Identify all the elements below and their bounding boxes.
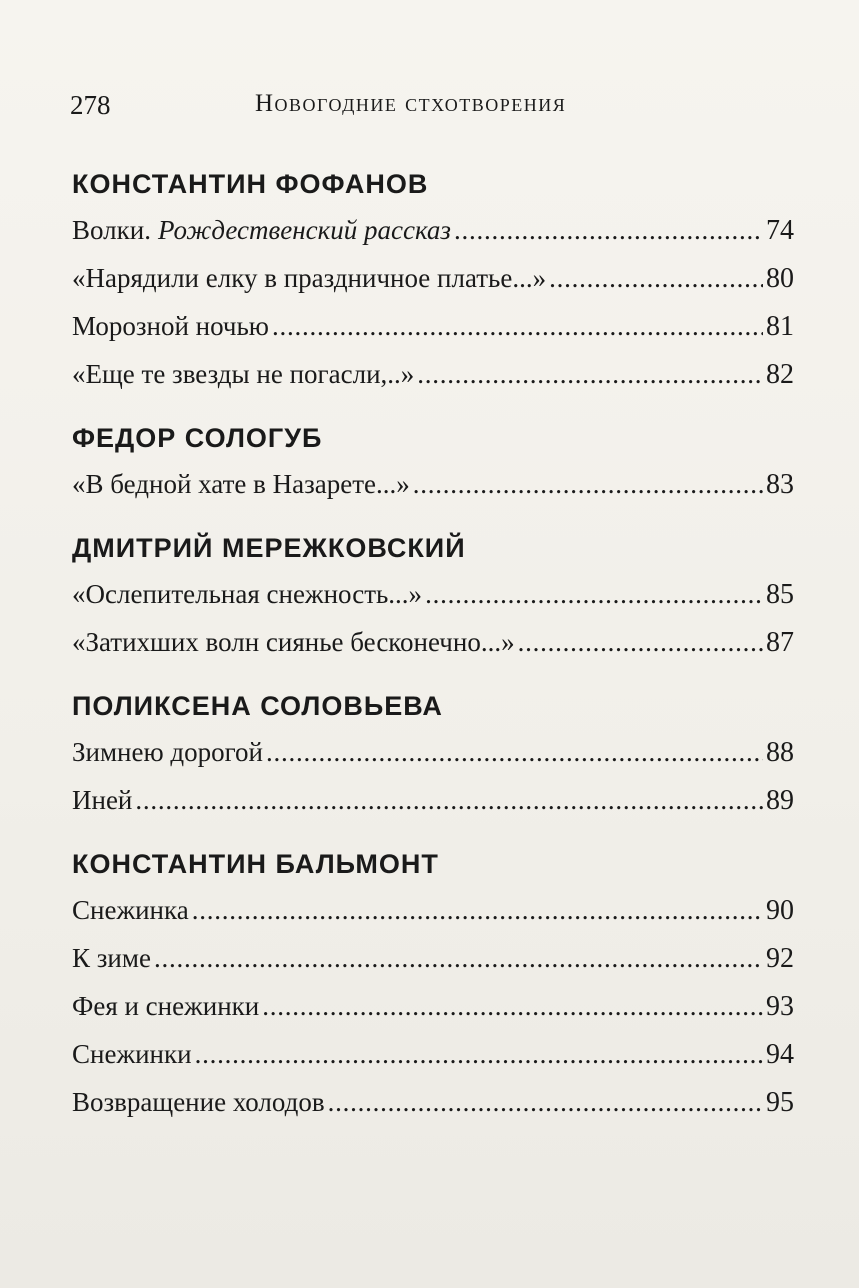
toc-entry xyxy=(72,982,794,1030)
entry-page-number: 82 xyxy=(766,359,794,390)
toc-entry xyxy=(72,1030,794,1078)
book-title: Новогодние стхотворения xyxy=(255,90,567,117)
toc-entry xyxy=(72,206,794,254)
dot-leader xyxy=(417,350,763,398)
dot-leader xyxy=(518,618,763,666)
toc-entry xyxy=(72,618,794,666)
author-heading: ДМИТРИЙ МЕРЕЖКОВСКИЙ xyxy=(72,533,466,563)
author-heading: КОНСТАНТИН ФОФАНОВ xyxy=(72,169,429,199)
entry-title: «Ослепительная снежность...» xyxy=(72,579,423,609)
toc-entry xyxy=(72,1078,794,1126)
entry-page-number: 88 xyxy=(766,737,794,768)
entry-title: «Нарядили елку в праздничное платье...» xyxy=(72,263,547,293)
dot-leader xyxy=(549,254,763,302)
entry-title: «В бедной хате в Назарете...» xyxy=(72,469,410,499)
entry-page-number: 92 xyxy=(766,943,794,974)
entry-title: Морозной ночью xyxy=(72,311,269,341)
entry-title: К зиме xyxy=(72,943,151,973)
toc-entry xyxy=(72,776,794,824)
entry-page-number: 80 xyxy=(766,263,794,294)
toc-entry xyxy=(72,728,794,776)
dot-leader xyxy=(154,934,763,982)
dot-leader xyxy=(454,206,763,254)
dot-leader xyxy=(272,302,763,350)
toc-entry xyxy=(72,570,794,618)
entry-title: Иней xyxy=(72,785,133,815)
toc-section xyxy=(72,416,794,508)
entry-title: Возвращение холодов xyxy=(72,1087,325,1117)
entry-page-number: 95 xyxy=(766,1087,794,1118)
dot-leader xyxy=(328,1078,763,1126)
entry-title: Снежинки xyxy=(72,1039,192,1069)
entry-title: Фея и снежинки xyxy=(72,991,260,1021)
entry-page-number: 83 xyxy=(766,469,794,500)
dot-leader xyxy=(425,570,763,618)
toc-section xyxy=(72,526,794,666)
author-heading: КОНСТАНТИН БАЛЬМОНТ xyxy=(72,849,439,879)
page-number: 278 xyxy=(70,90,111,120)
toc-section xyxy=(72,684,794,824)
dot-leader xyxy=(266,728,763,776)
toc-entry xyxy=(72,350,794,398)
dot-leader xyxy=(192,886,763,934)
author-heading: ПОЛИКСЕНА СОЛОВЬЕВА xyxy=(72,691,443,721)
running-head xyxy=(70,90,789,124)
entry-page-number: 94 xyxy=(766,1039,794,1070)
dot-leader xyxy=(413,460,763,508)
toc-entry xyxy=(72,934,794,982)
entry-page-number: 87 xyxy=(766,627,794,658)
entry-title: «Еще те звезды не погасли,..» xyxy=(72,359,415,389)
toc-section xyxy=(72,162,794,398)
entry-page-number: 85 xyxy=(766,579,794,610)
entry-title: Волки. xyxy=(72,215,151,245)
entry-page-number: 74 xyxy=(766,215,794,246)
entry-title: «Затихших волн сиянье бесконечно...» xyxy=(72,627,515,657)
entry-page-number: 81 xyxy=(766,311,794,342)
entry-subtitle: Рождественский рассказ xyxy=(157,215,451,245)
dot-leader xyxy=(135,776,763,824)
dot-leader xyxy=(262,982,763,1030)
toc-entry xyxy=(72,886,794,934)
author-heading: ФЕДОР СОЛОГУБ xyxy=(72,423,323,453)
toc-entry xyxy=(72,254,794,302)
entry-page-number: 89 xyxy=(766,785,794,816)
table-of-contents xyxy=(72,162,794,1144)
entry-title: Зимнею дорогой xyxy=(72,737,264,767)
toc-section xyxy=(72,842,794,1126)
toc-entry xyxy=(72,460,794,508)
entry-title: Снежинка xyxy=(72,895,189,925)
entry-page-number: 90 xyxy=(766,895,794,926)
dot-leader xyxy=(195,1030,763,1078)
toc-entry xyxy=(72,302,794,350)
entry-page-number: 93 xyxy=(766,991,794,1022)
